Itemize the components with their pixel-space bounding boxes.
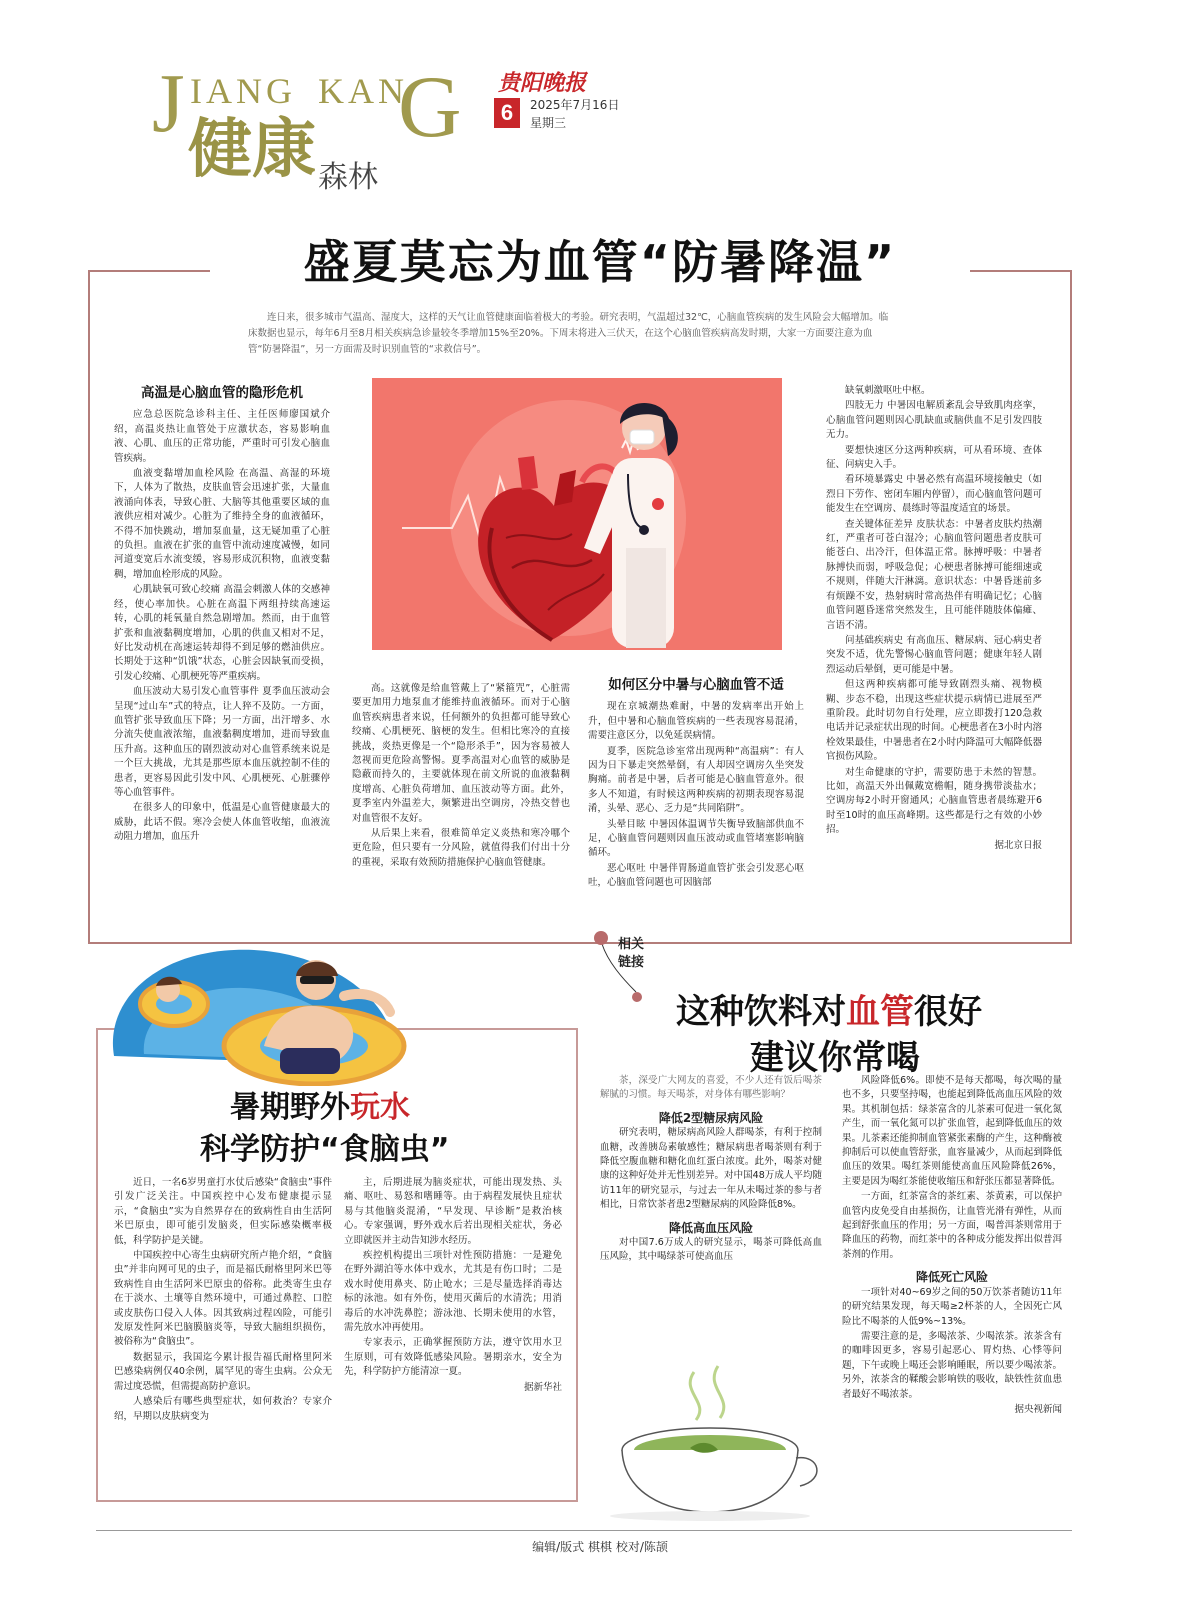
issue-date: 2025年7月16日	[530, 98, 620, 112]
tea-intro: 茶，深受广大网友的喜爱，不少人还有饭后喝茶解腻的习惯。每天喝茶，对身体有哪些影响？	[600, 1075, 822, 1101]
tea-headline-highlight: 血管	[846, 992, 914, 1032]
related-label: 相关链接	[618, 937, 645, 970]
paragraph: 夏季，医院急诊室常出现两种“高温病”：有人因为日下暴走突然晕倒，有人却因空调房久坐突发胸痛。前者是中暑，后者可能是心脑血管意外。很多人不知道，有时候这两种疾病的初期表现容易混淆，头晕、恶心、乏力是“共同陷阱”。	[588, 745, 804, 815]
paragraph: 数据显示，我国迄今累计报告福氏耐格里阿米巴感染病例仅40余例，属罕见的寄生虫病。公众无需过度恐慌，但需提高防护意识。	[114, 1351, 332, 1392]
tea-column-2	[842, 1074, 1062, 1418]
paragraph: 四肢无力 中暑因电解质紊乱会导致肌肉痉挛，心脑血管问题则因心肌缺血或脑供血不足引发四肢无力。	[826, 400, 1042, 441]
masthead-pinyin-iang: IANG	[190, 71, 296, 111]
article-column-4	[826, 384, 1042, 854]
paragraph: 但这两种疾病都可能导致剧烈头痛、视物模糊、步态不稳，出现这些症状提示病情已进展至严重阶段。此时切勿自行处理，应立即拨打120急救电话并记录症状出现的时间。心梗患者在3小时内溶栓效果最佳，中暑患者在2小时内降温可大幅降低器官损伤风险。	[826, 679, 1042, 763]
paragraph: 中国疾控中心寄生虫病研究所卢艳介绍，“食脑虫”并非向网可见的虫子，而是福氏耐格里阿米巴等致病性自由生活阿米巴原虫的俗称。此类寄生虫存在于淡水、土壤等自然环境中，可通过鼻腔、口腔或皮肤伤口侵入人体。因其致病过程凶险，可能引发原发性阿米巴脑膜脑炎等，导致大脑组织损伤，被俗称为“食脑虫”。	[114, 1250, 332, 1348]
article-column-1	[114, 384, 330, 846]
paragraph: 要想快速区分这两种疾病，可从看环境、查体征、问病史入手。	[826, 444, 1042, 471]
page-number: 6	[494, 98, 520, 128]
paragraph: 一方面，红茶富含的茶红素、茶黄素，可以保护血管内皮免受自由基损伤，让血管光滑有弹性，从而起到舒张血压的作用；另一方面，喝普洱茶则常用于降血压的药物，而红茶中的各种成分能发挥出似普洱茶剂的作用。	[842, 1191, 1062, 1260]
section-heading: 高温是心脑血管的隐形危机	[141, 385, 303, 401]
tea-headline-part: 很好	[914, 992, 982, 1032]
paragraph: 风险降低6%。即使不是每天都喝，每次喝的量也不多，只要坚持喝，也能起到降低高血压风险的效果。其机制包括：绿茶富含的儿茶素可促进一氧化氮产生，而一氧化氮可以扩张血管，起到降低血压的效果。儿茶素还能抑制血管紧张素酶的产生，这种酶被抑制后可以使血管舒张，血容量减少，从而起到降低血压的效果。喝红茶则能使高血压风险降低26%，主要是因为喝红茶能使收缩压和舒张压都显著降低。	[842, 1075, 1062, 1187]
swim-column-1	[114, 1176, 332, 1425]
article-column-3	[588, 676, 804, 892]
main-headline: 盛夏莫忘为血管“防暑降温”	[303, 235, 897, 289]
article-source: 据北京日报	[994, 839, 1042, 851]
paragraph: 缺氧刺激呕吐中枢。	[845, 385, 931, 396]
paragraph: 一项针对40~69岁之间的50万饮茶者随访11年的研究结果发现，每天喝≥2杯茶的人，全因死亡风险比不喝茶的人低9%~13%。	[842, 1286, 1062, 1327]
paragraph: 从后果上来看，很难简单定义炎热和寒冷哪个更危险，但只要有一分风险，就值得我们付出十分的重视，采取有效预防措施保护心脑血管健康。	[352, 828, 570, 868]
paragraph: 近日，一名6岁男童打水仗后感染“食脑虫”事件引发广泛关注。中国疾控中心发布健康提示显示，“食脑虫”实为自然界存在的致病性自由生活阿米巴原虫，即可能引发脑炎，但实际感染概率极低，科学防护是关键。	[114, 1177, 332, 1246]
tea-subheading: 降低死亡风险	[915, 1270, 988, 1285]
paragraph: 看环境暴露史 中暑必然有高温环境接触史（如烈日下劳作、密闭车厢内停留），而心脑血管问题可能发生在空调房、晨练时等温度适宜的场景。	[826, 474, 1042, 515]
tea-column-1	[600, 1074, 822, 1266]
swim-headline	[230, 1082, 410, 1126]
newspaper-logo: 贵阳晚报	[498, 70, 587, 96]
paragraph: 专家表示，正确掌握预防方法，遵守饮用水卫生原则，可有效降低感染风险。暑期亲水，安全为先，科学防护方能清凉一夏。	[344, 1337, 562, 1378]
issue-weekday: 星期三	[530, 116, 567, 130]
article-column-2	[352, 682, 570, 871]
paragraph: 心肌缺氧可致心绞痛 高温会刺激人体的交感神经，使心率加快。心脏在高温下两组持续高速运转，心肌的耗氧量自然急剧增加。然而，由于血管扩张和血液黏稠度增加，心肌的供血又相对不足，好比发动机在高速运转却得不到足够的燃油供应。长期处于这种“饥饿”状态，心脏会因缺氧而受损，引发心绞痛、心肌梗死等严重疾病。	[114, 584, 330, 682]
tea-subheading: 降低2型糖尿病风险	[658, 1110, 764, 1125]
section-title: 健康	[188, 113, 316, 187]
paragraph: 高。这就像是给血管戴上了“紧箍咒”，心脏需要更加用力地泵血才能维持血液循环。而对于心脑血管疾病患者来说，任何额外的负担都可能导致心绞痛、心肌梗死、脑梗的发生。但相比寒冷的直接挑战，炎热更像是一个“隐形杀手”，因为容易被人忽视而更危险高警惕。夏季高温对心血管的威胁是隐蔽而持久的，主要就体现在前文所说的血液黏稠度增高、心脏负荷增加、血压波动等方面。此外，夏季室内外温差大，频繁进出空调房，冷热交替也对血管很不友好。	[352, 683, 570, 824]
tea-source: 据央视新闻	[1014, 1403, 1062, 1415]
paragraph: 在很多人的印象中，低温是心血管健康最大的威胁，此话不假。寒冷会使人体血管收缩，血液流动阻力增加，血压升	[114, 802, 330, 843]
paragraph: 需要注意的是，多喝浓茶、少喝浓茶。浓茶含有的咖啡因更多，容易引起恶心、胃灼热、心悸等问题，下午或晚上喝还会影响睡眠，所以要少喝浓茶。另外，浓茶含的鞣酸会影响铁的吸收，缺铁性贫血患者最好不喝浓茶。	[842, 1330, 1062, 1400]
paragraph: 现在京城潮热难耐，中暑的发病率出开始上升，但中暑和心脑血管疾病的一些表现容易混淆，需要注意区分，以免延误病情。	[588, 701, 804, 742]
footer-rule	[96, 1530, 1072, 1531]
swimming-kids-illustration	[104, 936, 414, 1086]
tea-subheadline: 建议你常喝	[750, 1038, 920, 1078]
tea-subheading: 降低高血压风险	[668, 1220, 753, 1235]
article-lead: 连日来，很多城市气温高、湿度大，这样的天气让血管健康面临着极大的考验。研究表明，气温超过32℃，心脑血管疾病的发生风险会大幅增加。临床数据也显示，每年6月至8月相关疾病急诊量较冬季增加15%至20%。下周末将进入三伏天，在这个心脑血管疾病高发时期，大家一方面要注意为血管“防暑降温”，另一方面需及时识别血管的“求救信号”。	[248, 312, 889, 355]
swim-source: 据新华社	[523, 1381, 562, 1393]
teacup-illustration	[594, 1362, 830, 1522]
paragraph: 研究表明，糖尿病高风险人群喝茶，有利于控制血糖，改善胰岛素敏感性；糖尿病患者喝茶则有利于降低空腹血糖和糖化血红蛋白浓度。此外，喝茶对健康的这种好处并无性别差异。对中国48万成人平均随访11年的研究显示，与过去一年从未喝过茶的参与者相比，日常饮茶者患2型糖尿病的风险降低8%。	[600, 1127, 822, 1211]
paragraph: 血压波动大易引发心血管事件 夏季血压波动会呈现“过山车”式的特点，让人猝不及防。一方面，血管扩张导致血压下降；另一方面，出汗增多、水分流失使血液浓缩，血液黏稠度增加，进而导致血压升高。这种血压的剧烈波动对心血管系统来说是一个巨大挑战，尤其是那些原本血压就控制不佳的患者，更容易因此引发中风、心肌梗死、心脏骤停等心血管事件。	[114, 686, 330, 798]
paragraph: 头晕目眩 中暑因体温调节失衡导致脑部供血不足，心脑血管问题则因血压波动或血管堵塞影响脑循环。	[588, 818, 804, 859]
swim-headline-part: 暑期野外	[230, 1090, 350, 1125]
tea-headline	[676, 984, 982, 1033]
swim-headline-highlight: 玩水	[350, 1090, 410, 1125]
tea-headline-part: 这种饮料对	[676, 992, 846, 1032]
paragraph: 主，后期进展为脑炎症状，可能出现发热、头痛、呕吐、易怒和嗜睡等。由于病程发展快且症状易与其他脑炎混淆，“早发现、早诊断”是救治核心。专家强调，野外戏水后若出现相关症状，务必立即就医并主动告知涉水经历。	[344, 1177, 562, 1246]
masthead-pinyin-kan: KAN	[318, 71, 408, 111]
related-dot-small	[632, 992, 642, 1002]
paragraph: 应急总医院急诊科主任、主任医师廖国斌介绍，高温炎热让血管处于应激状态，容易影响血液、心肌、血压的正常功能，严重时可引发心脑血管疾病。	[114, 409, 330, 464]
masthead-letter-j: J	[152, 57, 185, 150]
heart-doctor-illustration	[372, 378, 782, 650]
paragraph: 血液变黏增加血栓风险 在高温、高湿的环境下，人体为了散热，皮肤血管会迅速扩张，大量血液涌向体表，导致心脏、大脑等其他重要区域的血液供应相对减少。心脏为了维持全身的血液循环，不得不加快跳动，增加泵血量，这无疑加重了心脏的负担。血液在扩张的血管中流动速度减慢，如同河道变宽后水流变缓，容易形成沉积物，血液变黏稠，增加血栓形成的风险。	[114, 468, 330, 580]
swim-column-2	[344, 1176, 562, 1396]
related-dot	[594, 931, 608, 945]
paragraph: 恶心呕吐 中暑伴胃肠道血管扩张会引发恶心呕吐，心脑血管问题也可因脑部	[588, 862, 804, 889]
section-heading: 如何区分中暑与心脑血管不适	[608, 677, 784, 693]
paragraph: 对生命健康的守护，需要防患于未然的智慧。比如，高温天外出佩戴宽檐帽，随身携带淡盐水；空调房每2小时开窗通风；心脑血管患者晨练避开6时至10时的血压高峰期。这些都是行之有效的小妙招。	[826, 766, 1042, 836]
swim-subheadline: 科学防护“食脑虫”	[200, 1132, 450, 1167]
masthead-letter-g: G	[398, 59, 462, 156]
paragraph: 问基础疾病史 有高血压、糖尿病、冠心病史者突发不适，优先警惕心脑血管问题；健康年轻人剧烈运动后晕倒，更可能是中暑。	[826, 634, 1042, 675]
page-credit: 编辑/版式 棋棋 校对/陈颉	[532, 1540, 668, 1554]
paragraph: 疾控机构提出三项针对性预防措施：一是避免在野外湖泊等水体中戏水，尤其是有伤口时；二是戏水时使用鼻夹、防止呛水；三是尽量选择消毒达标的泳池。如有外伤，使用灭菌后的水清洗；用消毒后的水冲洗鼻腔；游泳池、长期未使用的水管，需先放水冲再使用。	[344, 1250, 562, 1334]
paragraph: 查关键体征差异 皮肤状态：中暑者皮肤灼热潮红，严重者可苍白湿冷；心脑血管问题患者皮肤可能苍白、出冷汗，但体温正常。脉搏呼吸：中暑者脉搏快而弱，呼吸急促；心梗患者脉搏可能细速或不规则，伴随大汗淋漓。意识状态：中暑昏迷前多有烦躁不安，热射病时常高热伴有明确记忆；心脑血管问题昏迷常突然发生，且可能伴随肢体偏瘫、言语不清。	[826, 518, 1042, 631]
paragraph: 人感染后有哪些典型症状，如何救治？专家介绍，早期以皮肤病变为	[114, 1396, 332, 1422]
section-subtitle: 森林	[318, 160, 378, 195]
paragraph: 对中国7.6万成人的研究显示，喝茶可降低高血压风险，其中喝绿茶可使高血压	[600, 1237, 822, 1263]
